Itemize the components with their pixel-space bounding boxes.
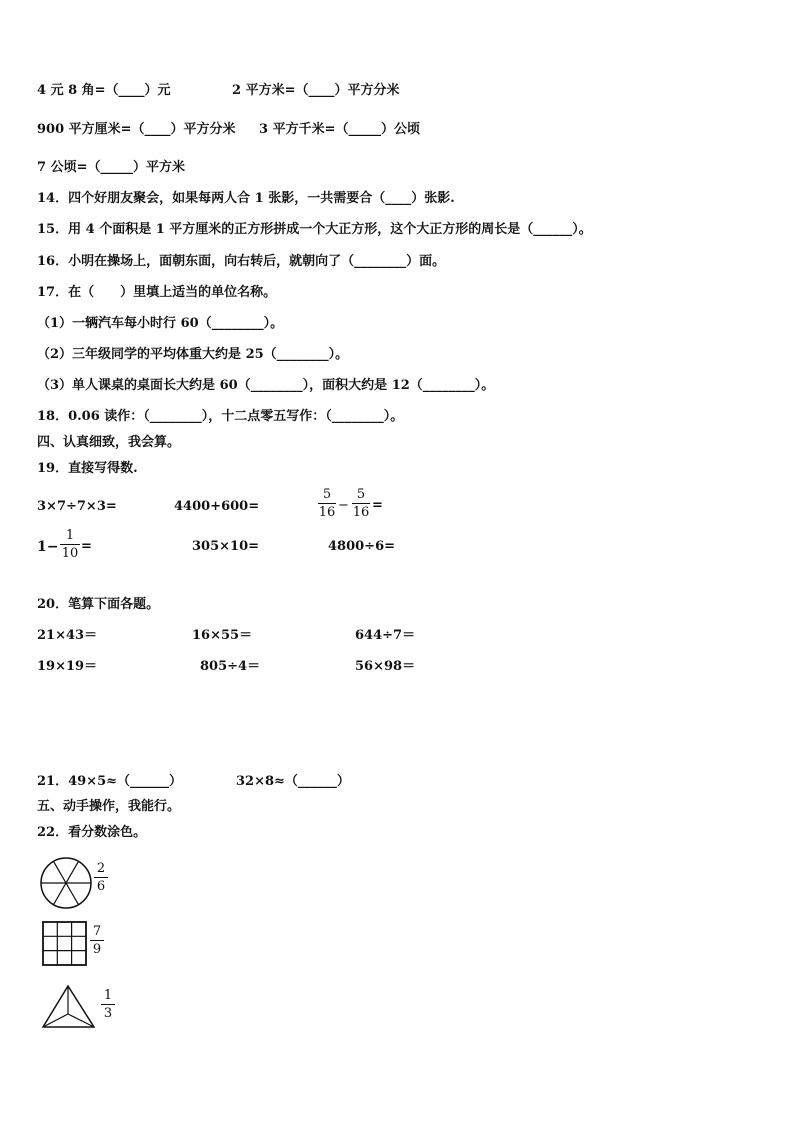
one-minus: 1− [37,539,59,555]
calc-19-2: 4400+600= [174,499,260,514]
calc-19-1: 3×7÷7×3= [37,499,117,514]
section-5-heading: 五、动手操作，我能行。 [37,799,181,814]
fraction-denominator: 16 [318,505,336,520]
fraction-2-6 [94,861,108,894]
conversion-4yuan8jiao: 4 元 8 角=（____）元 [37,83,171,98]
calc-19-5: 305×10= [192,539,260,554]
question-21-a: 21．49×5≈（______） [37,774,183,789]
fraction-denominator: 10 [61,546,79,561]
equals-sign: = [81,539,92,554]
question-17-title: 17．在（ ）里填上适当的单位名称。 [37,285,277,300]
fraction-5-16-a [318,487,336,520]
question-21-b: 32×8≈（______） [236,774,350,789]
calc-20-2: 16×55＝ [192,628,253,643]
fraction-numerator: 1 [103,988,113,1003]
equals-sign: = [372,498,383,513]
circle-sixths-figure[interactable] [38,855,94,911]
fraction-7-9 [90,924,104,957]
calc-20-4: 19×19＝ [37,659,98,674]
conversion-7hectare: 7 公顷=（_____）平方米 [37,160,185,175]
question-22-title: 22．看分数涂色。 [37,825,147,840]
calc-20-1: 21×43＝ [37,628,98,643]
triangle-thirds-figure[interactable] [40,983,98,1031]
fraction-numerator: 1 [65,528,75,543]
calc-20-5: 805÷4＝ [200,659,261,674]
conversion-3sqkm: 3 平方千米=（_____）公顷 [259,122,420,137]
fraction-denominator: 6 [96,879,106,894]
fraction-1-10 [60,528,80,561]
question-19-title: 19．直接写得数. [37,461,138,476]
section-4-heading: 四、认真细致，我会算。 [37,435,181,450]
question-17-part-3: （3）单人课桌的桌面长大约是 60（________），面积大约是 12（________）。 [37,378,495,393]
fraction-denominator: 16 [352,505,370,520]
grid-ninths-figure[interactable] [41,920,89,968]
conversion-900sqcm: 900 平方厘米=（____）平方分米 [37,122,236,137]
fraction-numerator: 5 [322,487,332,502]
calc-20-3: 644÷7＝ [355,628,416,643]
question-16: 16．小明在操场上，面朝东面，向右转后，就朝向了（________）面。 [37,254,446,269]
question-18: 18．0.06 读作：（________），十二点零五写作：（________）。 [37,409,404,424]
conversion-2sqm: 2 平方米=（____）平方分米 [232,83,400,98]
minus-sign: − [338,498,349,513]
calc-19-6: 4800÷6= [328,539,396,554]
fraction-denominator: 3 [103,1006,113,1021]
question-14: 14．四个好朋友聚会，如果每两人合 1 张影，一共需要合（____）张影. [37,191,455,206]
question-20-title: 20．笔算下面各题。 [37,597,160,612]
calc-20-6: 56×98＝ [355,659,416,674]
question-17-part-2: （2）三年级同学的平均体重大约是 25（________）。 [37,347,349,362]
fraction-1-3 [101,988,115,1021]
fraction-5-16-b [352,487,370,520]
fraction-numerator: 2 [96,861,106,876]
question-15: 15．用 4 个面积是 1 平方厘米的正方形拼成一个大正方形，这个大正方形的周长是（______）。 [37,222,592,237]
question-17-part-1: （1）一辆汽车每小时行 60（________）。 [37,316,284,331]
fraction-numerator: 7 [92,924,102,939]
fraction-numerator: 5 [356,487,366,502]
fraction-denominator: 9 [92,942,102,957]
